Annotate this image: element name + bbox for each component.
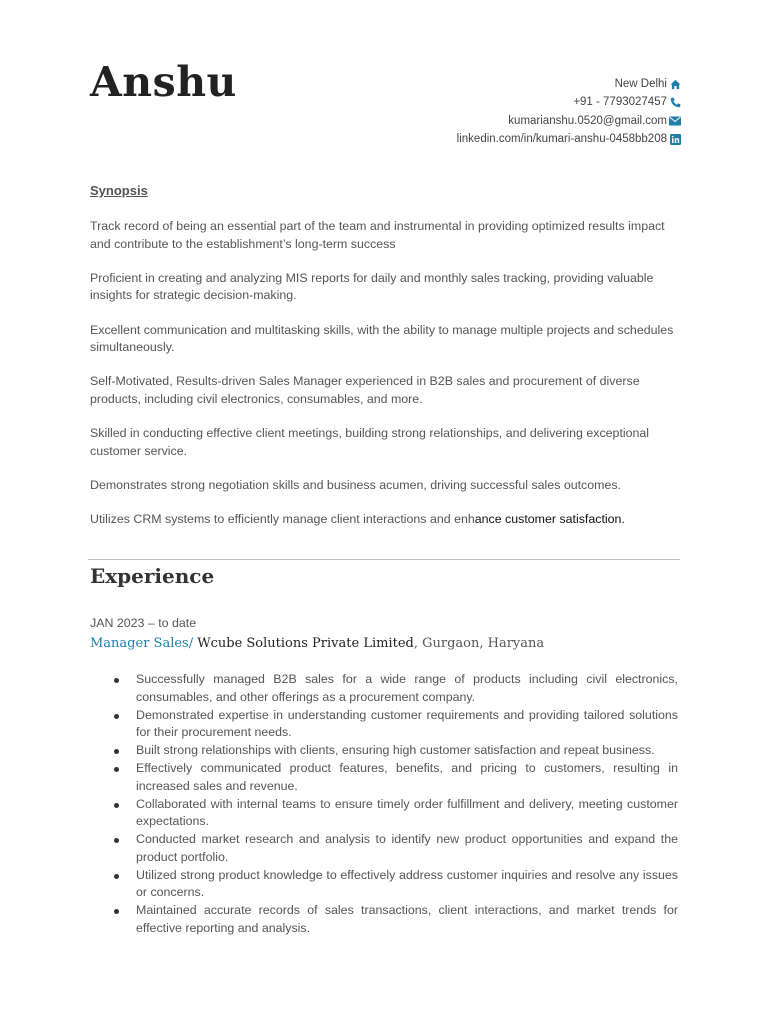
- synopsis-paragraph: Track record of being an essential part of the team and instrumental in providing optimized results impact and contribute to the establishment’s long-term success: [90, 219, 665, 251]
- synopsis-paragraph: Excellent communication and multitasking skills, with the ability to manage multiple projects and schedules simultaneously.: [90, 322, 674, 355]
- contact-email[interactable]: [457, 112, 681, 130]
- phone-icon: [669, 97, 681, 109]
- job-title-line: [90, 636, 544, 651]
- responsibility-item: Utilized strong product knowledge to effectively address customer inquiries and resolve any issues or concerns.: [108, 867, 678, 902]
- contact-linkedin[interactable]: [457, 130, 681, 148]
- experience-heading: Experience: [90, 564, 215, 588]
- synopsis-last-end: ance customer satisfaction.: [474, 512, 625, 527]
- email-icon: [669, 115, 681, 127]
- home-icon: [669, 78, 681, 90]
- job-location: , Gurgaon, Haryana: [413, 636, 545, 651]
- responsibility-item: Built strong relationships with clients, ensuring high customer satisfaction and repeat business.: [108, 742, 678, 760]
- responsibility-item: Maintained accurate records of sales transactions, client interactions, and market trends for effective reporting and analysis.: [108, 902, 678, 937]
- synopsis-paragraph: Skilled in conducting effective client meetings, building strong relationships, and delivering exceptional customer service.: [90, 426, 650, 458]
- contact-info: [457, 75, 681, 149]
- job-role: Manager Sales/: [90, 636, 194, 651]
- candidate-name: Anshu: [90, 58, 237, 106]
- responsibility-item: Successfully managed B2B sales for a wide range of products including civil electronics, consumables, and other offerings as a procurement company.: [108, 671, 678, 706]
- synopsis-paragraph: Proficient in creating and analyzing MIS reports for daily and monthly sales tracking, providing valuable insights for strategic decision-making.: [90, 270, 654, 303]
- contact-phone: [457, 93, 681, 111]
- synopsis-paragraph-last: [90, 511, 680, 529]
- responsibility-item: Conducted market research and analysis to identify new product opportunities and expand the product portfolio.: [108, 831, 678, 866]
- job-date: JAN 2023 – to date: [90, 616, 197, 630]
- synopsis-last-start: Utilizes CRM systems to efficiently manage client interactions and enh: [90, 512, 475, 527]
- location-text: New Delhi: [614, 78, 667, 90]
- email-text[interactable]: kumarianshu.0520@gmail.com: [508, 114, 667, 127]
- job-company: Wcube Solutions Private Limited: [193, 636, 414, 651]
- synopsis-paragraph: Self-Motivated, Results-driven Sales Manager experienced in B2B sales and procurement of diverse products, including civil electronics, consumables, and more.: [90, 374, 640, 406]
- synopsis-heading: Synopsis: [90, 183, 148, 198]
- synopsis-section: [90, 218, 680, 529]
- responsibility-item: Effectively communicated product features, benefits, and pricing to customers, resulting in increased sales and revenue.: [108, 760, 678, 795]
- contact-location: [457, 75, 681, 93]
- synopsis-paragraph: Demonstrates strong negotiation skills and business acumen, driving successful sales outcomes.: [90, 477, 621, 492]
- section-divider: [88, 559, 680, 560]
- job-responsibilities: [108, 671, 678, 938]
- responsibility-item: Collaborated with internal teams to ensure timely order fulfillment and delivery, meeting customer expectations.: [108, 796, 678, 831]
- linkedin-icon: [669, 133, 681, 145]
- linkedin-text[interactable]: linkedin.com/in/kumari-anshu-0458bb208: [456, 133, 667, 146]
- phone-text: +91 - 7793027457: [573, 96, 667, 109]
- responsibility-item: Demonstrated expertise in understanding customer requirements and providing tailored solutions for their procurement needs.: [108, 707, 678, 742]
